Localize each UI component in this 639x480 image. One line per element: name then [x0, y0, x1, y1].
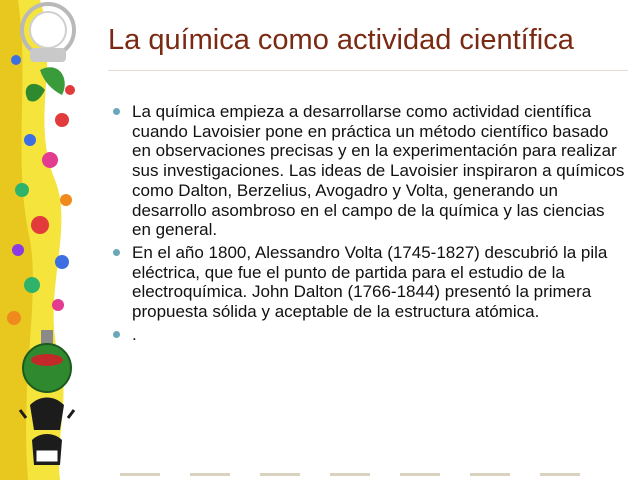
- bullet-dot-icon: [113, 331, 120, 338]
- footer-decoration: [120, 471, 630, 477]
- chemistry-illustration-icon: [0, 0, 92, 480]
- bullet-list: [113, 102, 628, 347]
- list-item: [113, 243, 628, 322]
- bullet-dot-icon: [113, 249, 120, 256]
- title-divider: [108, 70, 628, 71]
- list-item: [113, 102, 628, 240]
- bullet-text: En el año 1800, Alessandro Volta (1745-1827) descubrió la pila eléctrica, que fue el punto de partida para el estudio de la electroquímica. John Dalton (1766-1844) presentó la primera propuesta sólida y aceptable de la estructura atómica.: [132, 242, 608, 322]
- slide-title: La química como actividad científica: [108, 24, 574, 56]
- list-item: [113, 325, 628, 345]
- bullet-text: .: [132, 324, 137, 344]
- bullet-dot-icon: [113, 108, 120, 115]
- bullet-text: La química empieza a desarrollarse como actividad científica cuando Lavoisier pone en práctica un método científico basado en observaciones precisas y en la experimentación para realizar sus investigaciones. Las ideas de Lavoisier inspiraron a químicos como Dalton, Berzelius, Avogadro y Volta, generando un desarrollo asombroso en el campo de la química y las ciencias en general.: [132, 102, 625, 240]
